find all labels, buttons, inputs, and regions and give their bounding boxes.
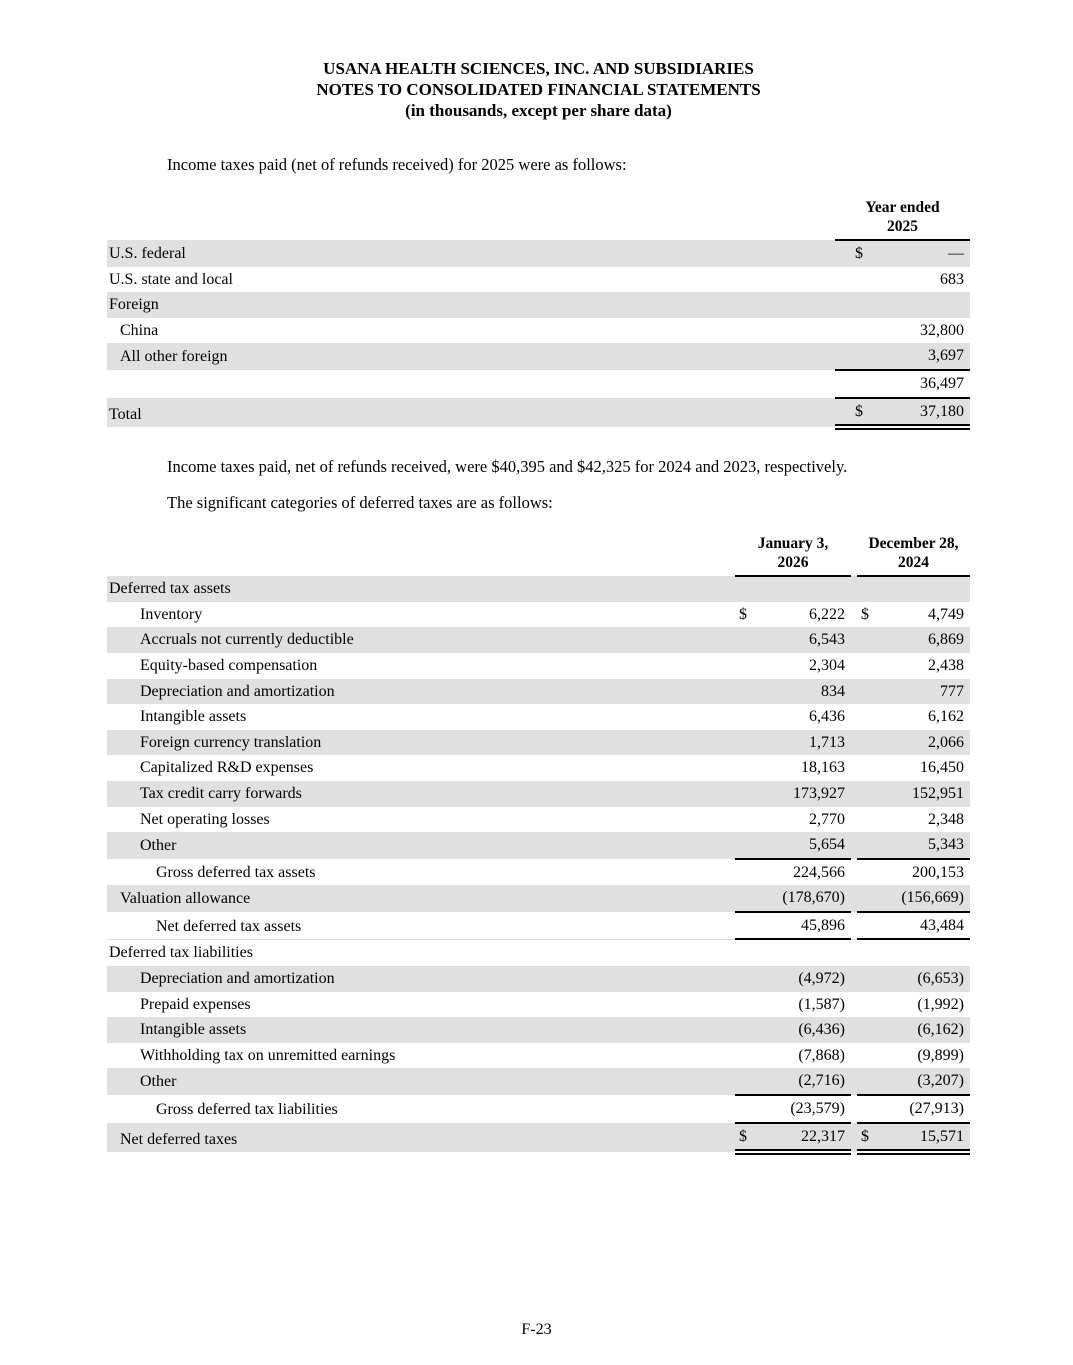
cell-label: Intangible assets <box>140 708 247 726</box>
deferred-table-header <box>107 534 970 576</box>
table-row <box>107 292 970 318</box>
cell-currency <box>735 730 761 756</box>
cell-currency <box>735 885 761 912</box>
cell-label: Deferred tax liabilities <box>109 944 253 962</box>
cell-currency <box>857 653 883 679</box>
cell-value: 32,800 <box>920 321 965 339</box>
cell-value: (9,899) <box>917 1046 964 1064</box>
cell-currency <box>857 755 883 781</box>
table-row <box>107 912 970 940</box>
table-row <box>107 704 970 730</box>
cell-currency <box>857 966 883 992</box>
cell-value: 1,713 <box>761 730 851 756</box>
table-row <box>107 1068 970 1095</box>
cell-value <box>883 940 970 966</box>
taxes-paid-note-paragraph: Income taxes paid, net of refunds received, were $40,395 and $42,325 for 2024 and 2023, respectively. <box>167 457 848 477</box>
table-row <box>107 992 970 1018</box>
table-row <box>107 832 970 859</box>
cell-value: (4,972) <box>761 966 851 992</box>
cell-label: Capitalized R&D expenses <box>140 759 314 777</box>
table-row <box>107 730 970 756</box>
cell-value: 2,066 <box>883 730 970 756</box>
cell-currency <box>835 318 865 344</box>
cell-value: (2,716) <box>761 1068 851 1095</box>
cell-label: Accruals not currently deductible <box>107 627 735 653</box>
cell-label: Equity-based compensation <box>140 656 318 674</box>
column-header-december-28-2024 <box>857 534 970 576</box>
cell-currency <box>857 807 883 833</box>
cell-value: 6,162 <box>928 708 964 726</box>
cell-currency: $ <box>857 1123 883 1153</box>
cell-value: 22,317 <box>761 1123 851 1153</box>
cell-label: Other <box>107 1068 735 1095</box>
units-subtitle: (in thousands, except per share data) <box>405 101 672 120</box>
cell-label: Total <box>107 398 835 428</box>
table-row <box>107 576 970 602</box>
cell-currency <box>735 940 761 966</box>
cell-label: China <box>120 321 159 339</box>
cell-label: Inventory <box>140 605 203 623</box>
cell-currency <box>857 730 883 756</box>
cell-currency <box>857 940 883 966</box>
cell-value: 224,566 <box>793 863 845 881</box>
cell-currency <box>857 885 883 912</box>
cell-value: (1,992) <box>917 995 964 1013</box>
company-name: USANA HEALTH SCIENCES, INC. AND SUBSIDIARIES <box>323 59 754 78</box>
cell-label: U.S. state and local <box>109 270 233 288</box>
cell-value: 173,927 <box>761 781 851 807</box>
cell-label: Foreign currency translation <box>107 730 735 756</box>
cell-currency: $ <box>739 605 747 623</box>
notes-title: NOTES TO CONSOLIDATED FINANCIAL STATEMENTS <box>316 80 761 99</box>
cell-value: 43,484 <box>883 912 970 940</box>
cell-currency: $ <box>835 398 865 428</box>
column-header-line1: December 28, <box>868 535 959 553</box>
column-header-year-ended-2025 <box>835 198 970 240</box>
cell-currency <box>835 343 865 370</box>
cell-label: Intangible assets <box>107 1017 735 1043</box>
intro-paragraph: Income taxes paid (net of refunds received) for 2025 were as follows: <box>167 155 627 174</box>
cell-currency <box>857 679 883 705</box>
cell-label: Deferred tax assets <box>107 576 735 602</box>
cell-label: Other <box>107 832 735 859</box>
deferred-intro-paragraph: The significant categories of deferred taxes are as follows: <box>167 493 553 513</box>
table-row <box>107 885 970 912</box>
cell-currency <box>857 912 883 940</box>
cell-label: Net operating losses <box>140 810 270 828</box>
cell-value: (6,653) <box>883 966 970 992</box>
cell-value: 2,438 <box>928 656 964 674</box>
cell-currency <box>735 781 761 807</box>
cell-currency <box>857 859 883 886</box>
cell-value: 152,951 <box>883 781 970 807</box>
table-row <box>107 398 970 428</box>
cell-currency <box>835 267 865 293</box>
cell-currency <box>857 576 883 602</box>
cell-currency <box>735 755 761 781</box>
header-row <box>107 534 970 576</box>
cell-value: — <box>865 240 970 267</box>
income-taxes-paid-table <box>107 198 970 430</box>
cell-value: 6,869 <box>883 627 970 653</box>
cell-value: 45,896 <box>761 912 851 940</box>
cell-value: 16,450 <box>920 759 964 777</box>
cell-currency <box>835 370 865 398</box>
cell-currency <box>857 1043 883 1069</box>
cell-value <box>761 940 851 966</box>
cell-currency <box>857 704 883 730</box>
table-row <box>107 679 970 705</box>
cell-currency <box>735 912 761 940</box>
table-row <box>107 267 970 293</box>
cell-value: 15,571 <box>883 1123 970 1153</box>
table-row <box>107 240 970 267</box>
cell-label: Gross deferred tax assets <box>156 863 316 881</box>
table-row <box>107 940 970 966</box>
cell-value: 2,304 <box>809 656 845 674</box>
table-row <box>107 1095 970 1123</box>
cell-label: Depreciation and amortization <box>107 679 735 705</box>
column-header-line2: 2024 <box>898 554 929 572</box>
cell-currency <box>735 1017 761 1043</box>
cell-value: (7,868) <box>798 1046 845 1064</box>
header-spacer <box>107 198 835 240</box>
cell-currency <box>735 1095 761 1123</box>
cell-value: (27,913) <box>883 1095 970 1123</box>
cell-label: Foreign <box>107 292 835 318</box>
cell-value: 834 <box>761 679 851 705</box>
cell-currency <box>735 807 761 833</box>
cell-currency <box>857 781 883 807</box>
deferred-table-body <box>107 576 970 1152</box>
table-row <box>107 318 970 344</box>
cell-value: 5,654 <box>761 832 851 859</box>
document-header <box>107 0 970 121</box>
cell-currency: $ <box>861 605 869 623</box>
deferred-taxes-table <box>107 534 970 1155</box>
cell-value: 2,770 <box>809 810 845 828</box>
table-row <box>107 1123 970 1153</box>
cell-value: 18,163 <box>801 759 845 777</box>
cell-value <box>761 576 851 602</box>
cell-currency: $ <box>835 240 865 267</box>
cell-currency <box>857 1017 883 1043</box>
cell-value: (3,207) <box>883 1068 970 1095</box>
column-header-line1: Year ended <box>865 199 940 216</box>
cell-label: U.S. federal <box>107 240 835 267</box>
cell-value: 6,543 <box>761 627 851 653</box>
page-number: F-23 <box>521 1321 552 1338</box>
cell-label: Net deferred taxes <box>107 1123 735 1153</box>
cell-label: Prepaid expenses <box>140 995 251 1013</box>
column-header-line2: 2026 <box>777 554 809 572</box>
cell-value: 36,497 <box>865 370 970 398</box>
header-row <box>107 198 970 240</box>
cell-currency <box>857 1068 883 1095</box>
cell-label: Gross deferred tax liabilities <box>156 1101 338 1119</box>
cell-value: 5,343 <box>883 832 970 859</box>
cell-label: Depreciation and amortization <box>107 966 735 992</box>
header-spacer <box>107 534 735 576</box>
table-row <box>107 627 970 653</box>
income-table-header <box>107 198 970 240</box>
cell-value: (156,669) <box>883 885 970 912</box>
cell-value: 37,180 <box>865 398 970 428</box>
table-row <box>107 653 970 679</box>
cell-value <box>865 292 970 318</box>
cell-value: (6,436) <box>761 1017 851 1043</box>
cell-value: 2,348 <box>928 810 964 828</box>
cell-currency <box>735 1068 761 1095</box>
cell-value: 683 <box>940 270 965 288</box>
cell-currency: $ <box>735 1123 761 1153</box>
cell-currency <box>735 576 761 602</box>
cell-currency <box>735 859 761 886</box>
cell-currency <box>735 679 761 705</box>
cell-value: 4,749 <box>928 605 964 623</box>
cell-value: 6,436 <box>809 708 845 726</box>
cell-value: (178,670) <box>761 885 851 912</box>
table-row <box>107 807 970 833</box>
column-header-line1: January 3, <box>757 535 829 553</box>
cell-currency <box>835 292 865 318</box>
cell-label: Withholding tax on unremitted earnings <box>140 1046 396 1064</box>
table-row <box>107 755 970 781</box>
table-row <box>107 370 970 398</box>
cell-currency <box>735 704 761 730</box>
table-row <box>107 966 970 992</box>
cell-value: (1,587) <box>798 995 845 1013</box>
cell-value: 777 <box>883 679 970 705</box>
cell-value: 6,222 <box>809 605 845 623</box>
cell-label <box>107 370 835 398</box>
table-row <box>107 859 970 886</box>
cell-value: (23,579) <box>761 1095 851 1123</box>
table-row <box>107 781 970 807</box>
table-row <box>107 343 970 370</box>
column-header-line2: 2025 <box>887 218 918 235</box>
cell-currency <box>735 627 761 653</box>
cell-value <box>883 576 970 602</box>
cell-label: Net deferred tax assets <box>156 917 302 935</box>
cell-currency <box>735 992 761 1018</box>
cell-currency <box>857 627 883 653</box>
cell-currency <box>735 832 761 859</box>
cell-currency <box>735 1043 761 1069</box>
cell-value: (6,162) <box>883 1017 970 1043</box>
cell-currency <box>735 653 761 679</box>
table-row <box>107 602 970 628</box>
cell-currency <box>857 992 883 1018</box>
table-row <box>107 1017 970 1043</box>
table-row <box>107 1043 970 1069</box>
cell-value: 200,153 <box>912 863 964 881</box>
cell-label: Tax credit carry forwards <box>107 781 735 807</box>
cell-currency <box>857 832 883 859</box>
cell-value: 3,697 <box>865 343 970 370</box>
cell-currency <box>735 966 761 992</box>
column-header-january-3-2026 <box>735 534 851 576</box>
cell-label: All other foreign <box>107 343 835 370</box>
cell-label: Valuation allowance <box>107 885 735 912</box>
income-table-body <box>107 240 970 427</box>
cell-currency <box>857 1095 883 1123</box>
